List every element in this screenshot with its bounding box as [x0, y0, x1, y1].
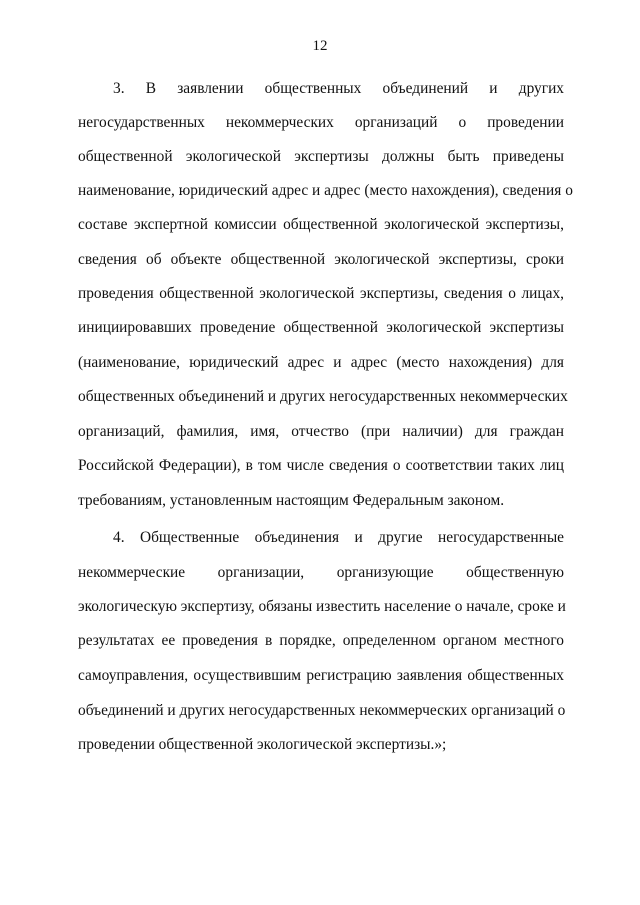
paragraph-3-line-4: наименование, юридический адрес и адрес (место нахождения), сведения о: [78, 182, 573, 199]
paragraph-4-line-6: объединений и других негосударственных некоммерческих организаций о: [78, 702, 566, 719]
paragraph-4-line-2: некоммерческие организации, организующие общественную: [78, 564, 564, 581]
paragraph-3-line-3: общественной экологической экспертизы должны быть приведены: [78, 148, 564, 165]
paragraph-3-line-11: организаций, фамилия, имя, отчество (при наличии) для граждан: [78, 423, 564, 440]
paragraph-4-line-5: самоуправления, осуществившим регистрацию заявления общественных: [78, 667, 564, 684]
paragraph-3-line-10: общественных объединений и других негосударственных некоммерческих: [78, 388, 568, 405]
paragraph-4-line-1: 4. Общественные объединения и другие негосударственные: [113, 529, 564, 546]
page-number: 12: [312, 38, 328, 54]
paragraph-4-line-4: результатах ее проведения в порядке, определенном органом местного: [78, 632, 564, 649]
paragraph-3-line-9: (наименование, юридический адрес и адрес (место нахождения) для: [78, 354, 564, 371]
paragraph-3-line-8: инициировавших проведение общественной экологической экспертизы: [78, 319, 564, 336]
paragraph-4-line-3: экологическую экспертизу, обязаны известить население о начале, сроке и: [78, 598, 566, 615]
paragraph-3-line-6: сведения об объекте общественной экологической экспертизы, сроки: [78, 251, 564, 268]
paragraph-3-line-1: 3. В заявлении общественных объединений и других: [113, 80, 564, 97]
paragraph-3-line-7: проведения общественной экологической экспертизы, сведения о лицах,: [78, 285, 564, 302]
paragraph-3-line-13: требованиям, установленным настоящим Федеральным законом.: [78, 492, 505, 509]
paragraph-3-line-2: негосударственных некоммерческих организаций о проведении: [78, 114, 564, 131]
paragraph-3-line-5: составе экспертной комиссии общественной экологической экспертизы,: [78, 216, 564, 233]
paragraph-4-line-7: проведении общественной экологической экспертизы.»;: [78, 736, 447, 753]
paragraph-3-line-12: Российской Федерации), в том числе сведения о соответствии таких лиц: [78, 457, 564, 474]
